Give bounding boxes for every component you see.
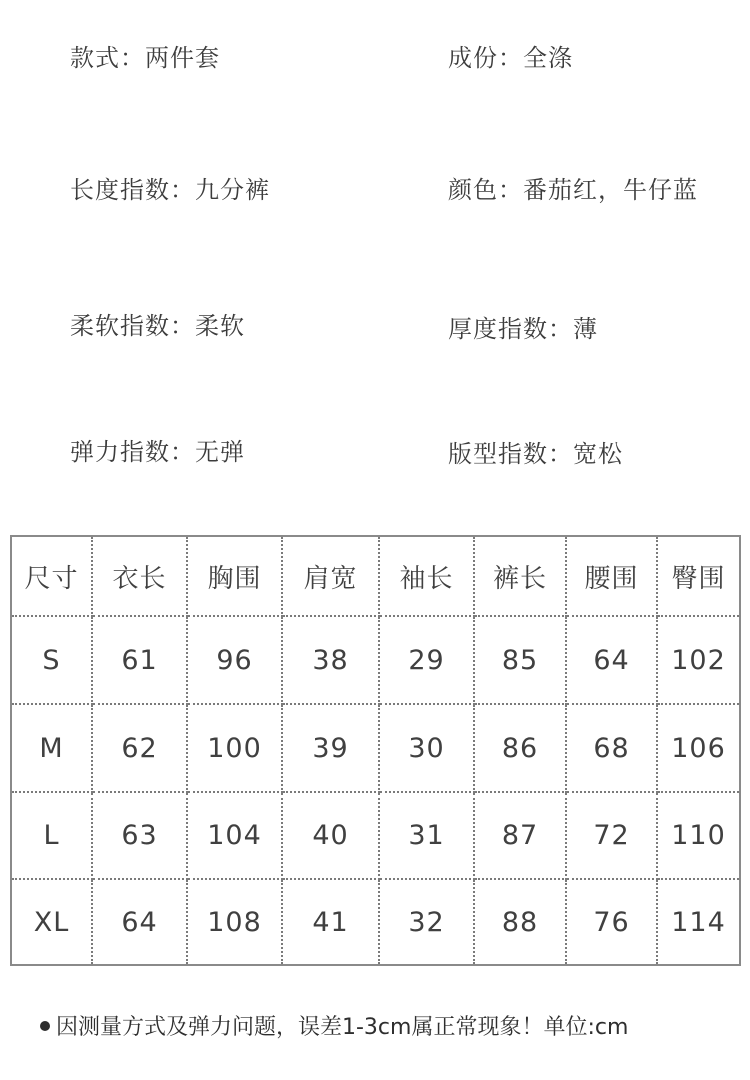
product-attributes bbox=[0, 0, 750, 520]
attr-elasticity: 弹力指数：无弹 bbox=[70, 438, 245, 466]
attr-length: 长度指数：九分裤 bbox=[70, 176, 270, 204]
table-cell: 31 bbox=[380, 793, 475, 880]
table-cell: 100 bbox=[188, 705, 283, 793]
table-cell: 88 bbox=[475, 880, 567, 964]
table-header-cell: 臀围 bbox=[658, 537, 739, 617]
table-cell: M bbox=[12, 705, 93, 793]
table-header-cell: 肩宽 bbox=[283, 537, 380, 617]
table-cell: S bbox=[12, 617, 93, 705]
attr-color: 颜色：番茄红，牛仔蓝 bbox=[448, 176, 698, 204]
table-cell: 96 bbox=[188, 617, 283, 705]
table-cell: 62 bbox=[93, 705, 188, 793]
table-header-cell: 胸围 bbox=[188, 537, 283, 617]
bullet-icon bbox=[40, 1021, 50, 1031]
table-cell: 38 bbox=[283, 617, 380, 705]
attr-material: 成份：全涤 bbox=[448, 44, 573, 72]
attr-thickness: 厚度指数：薄 bbox=[448, 315, 598, 343]
table-cell: 110 bbox=[658, 793, 739, 880]
table-cell: 40 bbox=[283, 793, 380, 880]
table-cell: 64 bbox=[567, 617, 658, 705]
table-header-cell: 衣长 bbox=[93, 537, 188, 617]
table-cell: 104 bbox=[188, 793, 283, 880]
table-cell: 86 bbox=[475, 705, 567, 793]
size-chart-grid bbox=[12, 537, 739, 964]
table-header-cell: 尺寸 bbox=[12, 537, 93, 617]
measurement-note-text: 因测量方式及弹力问题，误差1-3cm属正常现象！单位:cm bbox=[56, 1015, 629, 1040]
table-cell: 29 bbox=[380, 617, 475, 705]
table-cell: 41 bbox=[283, 880, 380, 964]
table-header-cell: 裤长 bbox=[475, 537, 567, 617]
table-cell: L bbox=[12, 793, 93, 880]
table-cell: 32 bbox=[380, 880, 475, 964]
table-cell: 108 bbox=[188, 880, 283, 964]
table-cell: 68 bbox=[567, 705, 658, 793]
table-cell: 64 bbox=[93, 880, 188, 964]
table-cell: 39 bbox=[283, 705, 380, 793]
table-cell: 76 bbox=[567, 880, 658, 964]
table-cell: XL bbox=[12, 880, 93, 964]
measurement-note bbox=[40, 1010, 628, 1041]
attr-style: 款式：两件套 bbox=[70, 44, 220, 72]
table-cell: 87 bbox=[475, 793, 567, 880]
table-cell: 61 bbox=[93, 617, 188, 705]
table-cell: 30 bbox=[380, 705, 475, 793]
table-header-cell: 袖长 bbox=[380, 537, 475, 617]
table-cell: 63 bbox=[93, 793, 188, 880]
table-cell: 102 bbox=[658, 617, 739, 705]
attr-softness: 柔软指数：柔软 bbox=[70, 312, 245, 340]
table-cell: 114 bbox=[671, 906, 726, 938]
table-header-cell: 腰围 bbox=[567, 537, 658, 617]
attr-fit: 版型指数：宽松 bbox=[448, 440, 623, 468]
size-chart-table bbox=[10, 535, 741, 966]
table-cell: 106 bbox=[658, 705, 739, 793]
table-cell: 85 bbox=[475, 617, 567, 705]
table-cell: 72 bbox=[567, 793, 658, 880]
